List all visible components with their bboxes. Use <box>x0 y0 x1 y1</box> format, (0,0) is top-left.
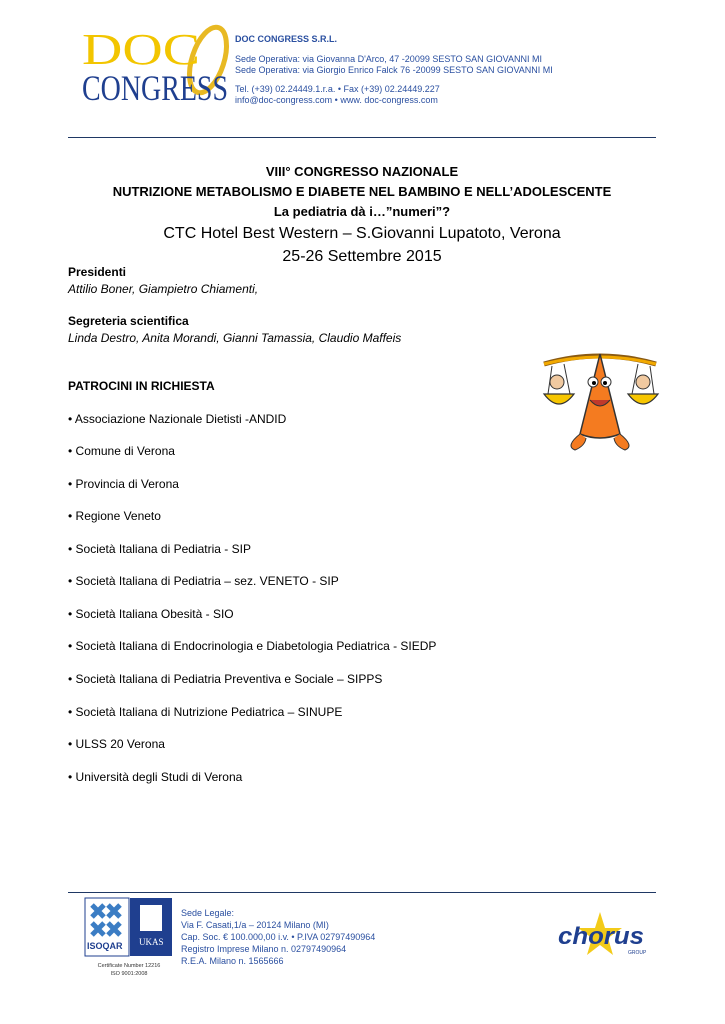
company-info <box>235 34 553 106</box>
list-item: • ULSS 20 Verona <box>68 737 165 751</box>
company-name: DOC CONGRESS S.R.L. <box>235 34 338 44</box>
chorus-wordmark: chorus <box>558 923 644 950</box>
chorus-group-logo <box>556 910 656 965</box>
legal-line: Cap. Soc. € 100.000,00 i.v. • P.IVA 02797490964 <box>181 932 376 942</box>
legal-line: R.E.A. Milano n. 1565666 <box>181 956 284 966</box>
email-web: info@doc-congress.com • www. doc-congress.com <box>235 95 438 105</box>
legal-line: Registro Imprese Milano n. 02797490964 <box>181 944 347 954</box>
secretariat-heading: Segreteria scientifica <box>68 314 189 328</box>
certification-logos <box>84 897 174 979</box>
title-line: La pediatria dà i…”numeri”? <box>273 204 451 219</box>
mascot-scale-illustration <box>540 342 660 454</box>
list-item: • Società Italiana di Pediatria - SIP <box>68 542 251 556</box>
list-item: • Provincia di Verona <box>68 477 179 491</box>
list-item: • Società Italiana Obesità - SIO <box>68 607 234 621</box>
list-item: • Società Italiana di Pediatria – sez. VENETO - SIP <box>68 574 339 588</box>
certificate-number: Certificate Number 12216 <box>97 963 161 969</box>
legal-heading: Sede Legale: <box>181 908 235 918</box>
certificate-iso: ISO 9001:2008 <box>110 971 148 977</box>
list-item: • Società Italiana di Nutrizione Pediatrica – SINUPE <box>68 705 343 719</box>
doc-congress-logo <box>80 18 230 118</box>
date-line: 25-26 Settembre 2015 <box>282 248 442 265</box>
logo-doc-text: DOC <box>82 25 200 74</box>
title-line: NUTRIZIONE METABOLISMO E DIABETE NEL BAMBINO E NELL’ADOLESCENTE <box>112 184 612 199</box>
presidents-heading: Presidenti <box>68 265 127 279</box>
logo-congress-text: CONGRESS <box>82 68 228 108</box>
venue-line: CTC Hotel Best Western – S.Giovanni Lupatoto, Verona <box>163 225 561 242</box>
list-item: • Associazione Nazionale Dietisti -ANDID <box>68 412 287 426</box>
chorus-group-label: GROUP <box>628 950 647 956</box>
address-line: Sede Operativa: via Giovanna D'Arco, 47 -20099 SESTO SAN GIOVANNI MI <box>235 54 543 64</box>
title-line: VIII° CONGRESSO NAZIONALE <box>265 164 459 179</box>
list-item: • Regione Veneto <box>68 509 161 523</box>
legal-line: Via F. Casati,1/a – 20124 Milano (MI) <box>181 920 329 930</box>
header-divider <box>68 137 656 138</box>
list-item: • Società Italiana di Pediatria Preventiva e Sociale – SIPPS <box>68 672 383 686</box>
patronage-heading: PATROCINI IN RICHIESTA <box>68 379 215 393</box>
secretariat-names: Linda Destro, Anita Morandi, Gianni Tamassia, Claudio Maffeis <box>68 331 402 345</box>
legal-info <box>181 907 375 967</box>
address-line: Sede Operativa: via Giorgio Enrico Falck 76 -20099 SESTO SAN GIOVANNI MI <box>235 65 553 75</box>
list-item: • Università degli Studi di Verona <box>68 770 243 784</box>
list-item: • Società Italiana di Endocrinologia e Diabetologia Pediatrica - SIEDP <box>68 639 437 653</box>
footer-divider <box>68 892 656 893</box>
congress-title <box>68 162 656 268</box>
presidents-names: Attilio Boner, Giampietro Chiamenti, <box>68 282 259 296</box>
phone-fax: Tel. (+39) 02.24449.1.r.a. • Fax (+39) 02.24449.227 <box>235 84 440 94</box>
list-item: • Comune di Verona <box>68 444 175 458</box>
ukas-label: UKAS <box>139 937 164 947</box>
isoqar-label: ISOQAR <box>87 941 123 951</box>
